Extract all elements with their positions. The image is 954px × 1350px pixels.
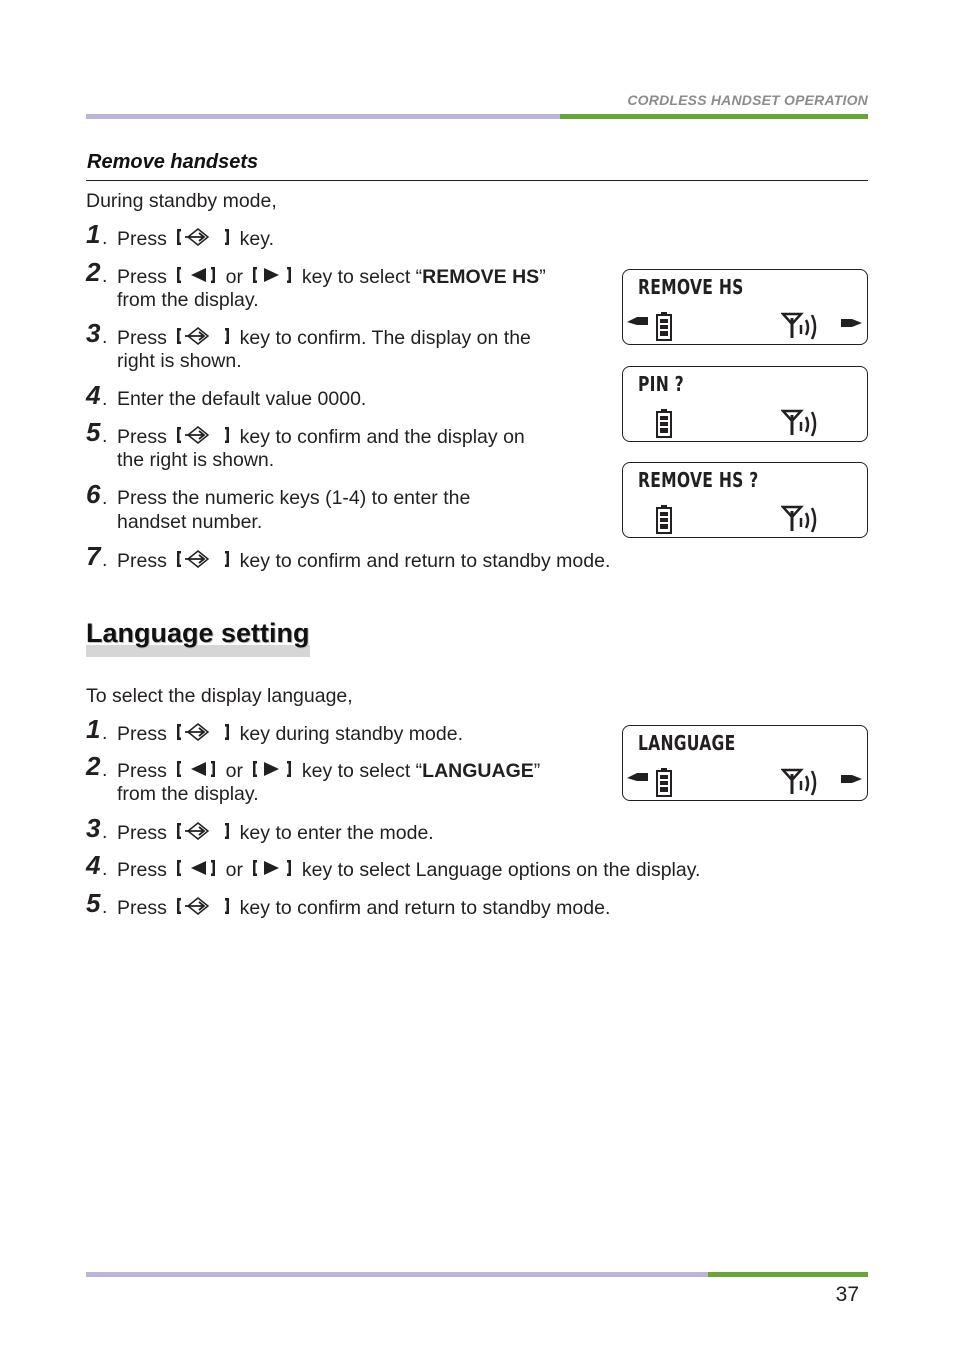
lcd-display-language: LANGUAGE [622, 725, 868, 801]
battery-icon [655, 311, 673, 346]
enter-key-icon [173, 820, 233, 842]
scroll-left-arrow-icon [627, 770, 649, 788]
enter-key-icon [173, 721, 233, 743]
scroll-left-arrow-icon [627, 314, 649, 332]
lcd-display-pin: PIN ? [622, 366, 868, 442]
scroll-right-arrow-icon [841, 770, 863, 788]
enter-key-icon [173, 325, 233, 347]
enter-key-icon [173, 226, 233, 248]
battery-icon [655, 408, 673, 443]
battery-icon [655, 504, 673, 539]
subsection-rule [86, 180, 868, 181]
header-rule-green [560, 114, 868, 119]
left-arrow-key-icon [173, 857, 219, 879]
running-header: CORDLESS HANDSET OPERATION [627, 92, 868, 108]
battery-icon [655, 767, 673, 802]
scroll-right-arrow-icon [841, 314, 863, 332]
page-number: 37 [835, 1283, 859, 1306]
right-arrow-key-icon [249, 857, 295, 879]
right-arrow-key-icon [249, 264, 295, 286]
antenna-signal-icon [781, 312, 823, 345]
lcd-display-remove-hs: REMOVE HS [622, 269, 868, 345]
language-intro: To select the display language, [86, 685, 353, 707]
remove-handsets-title: Remove handsets [87, 151, 259, 173]
footer-rule-purple [86, 1272, 708, 1277]
antenna-signal-icon [781, 768, 823, 801]
enter-key-icon [173, 424, 233, 446]
left-arrow-key-icon [173, 264, 219, 286]
antenna-signal-icon [781, 409, 823, 442]
remove-intro: During standby mode, [86, 190, 277, 212]
language-setting-heading: Language setting [86, 618, 310, 648]
enter-key-icon [173, 895, 233, 917]
enter-key-icon [173, 548, 233, 570]
lcd-display-remove-hs-confirm: REMOVE HS ? [622, 462, 868, 538]
left-arrow-key-icon [173, 758, 219, 780]
footer-rule-green [708, 1272, 868, 1277]
header-rule-purple [86, 114, 560, 119]
right-arrow-key-icon [249, 758, 295, 780]
antenna-signal-icon [781, 505, 823, 538]
